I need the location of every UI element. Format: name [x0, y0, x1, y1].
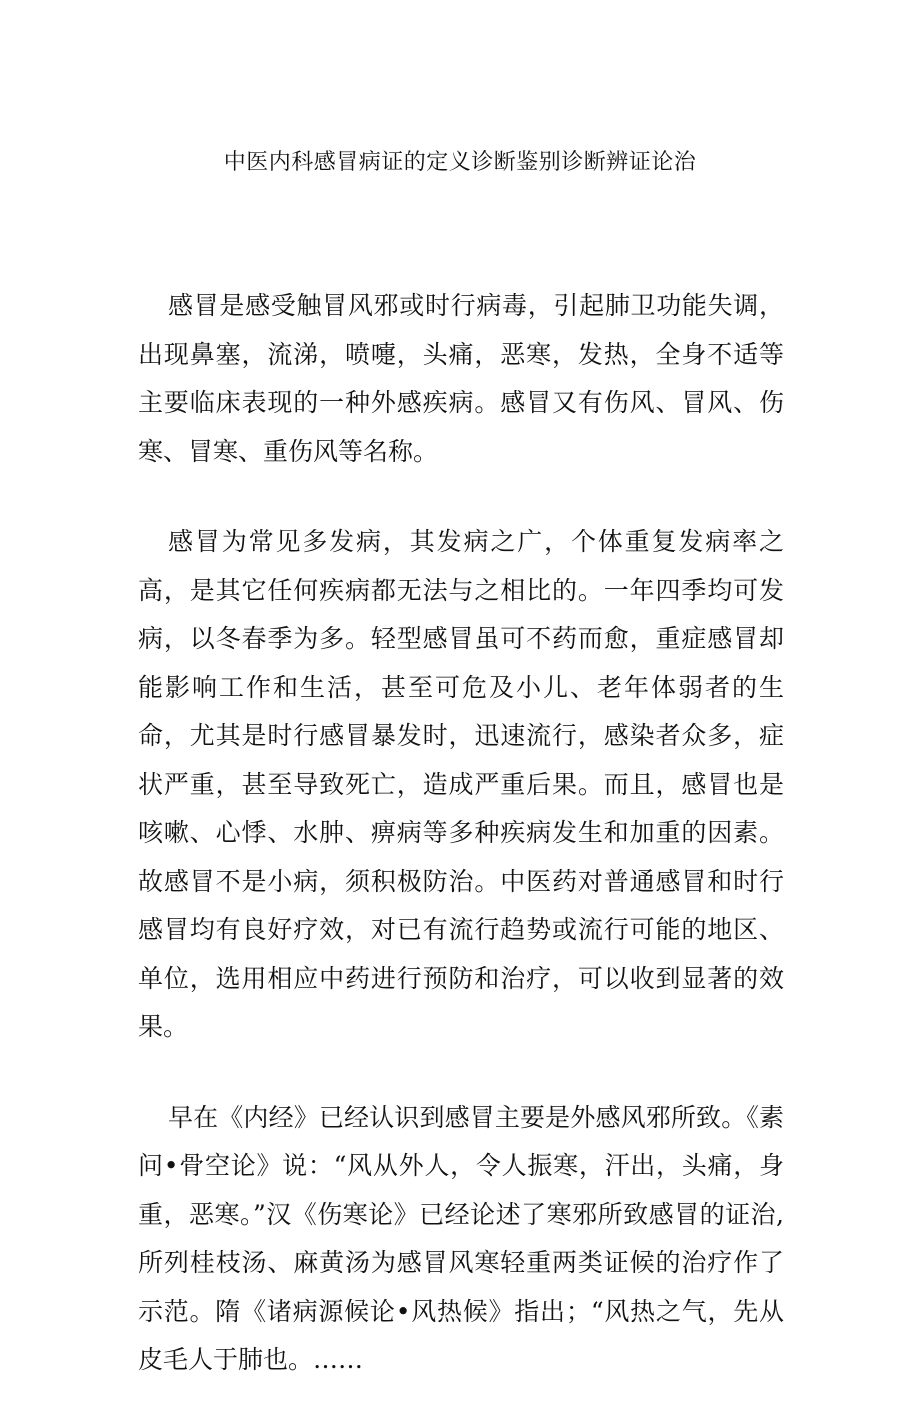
paragraph-history: 早在《内经》已经认识到感冒主要是外感风邪所致。《素问•骨空论》说：“风从外人，令人振寒，汗出，头痛，身重，恶寒。”汉《伤寒论》已经论述了寒邪所致感冒的证治,所列桂枝汤、麻黄汤为感冒风寒轻重两类证候的治疗作了示范。隋《诸病源候论•风热候》指出；“风热之气，先从皮毛人于肺也。…… — [138, 1102, 784, 1374]
document-title: 中医内科感冒病证的定义诊断鉴别诊断辨证论治 — [223, 150, 697, 175]
document-body — [138, 282, 784, 1427]
paragraph-definition: 感冒是感受触冒风邪或时行病毒，引起肺卫功能失调，出现鼻塞，流涕，喷嚏，头痛，恶寒，发热，全身不适等主要临床表现的一种外感疾病。感冒又有伤风、冒风、伤寒、冒寒、重伤风等名称。 — [138, 291, 784, 466]
paragraph-epidemiology: 感冒为常见多发病，其发病之广，个体重复发病率之高，是其它任何疾病都无法与之相比的。一年四季均可发病，以冬春季为多。轻型感冒虽可不药而愈，重症感冒却能影响工作和生活，甚至可危及小儿、老年体弱者的生命，尤其是时行感冒暴发时，迅速流行，感染者众多，症状严重，甚至导致死亡，造成严重后果。而且，感冒也是咳嗽、心悸、水肿、痹病等多种疾病发生和加重的因素。故感冒不是小病，须积极防治。中医药对普通感冒和时行感冒均有良好疗效，对已有流行趋势或流行可能的地区、单位，选用相应中药进行预防和治疗，可以收到显著的效果。 — [138, 527, 784, 1041]
